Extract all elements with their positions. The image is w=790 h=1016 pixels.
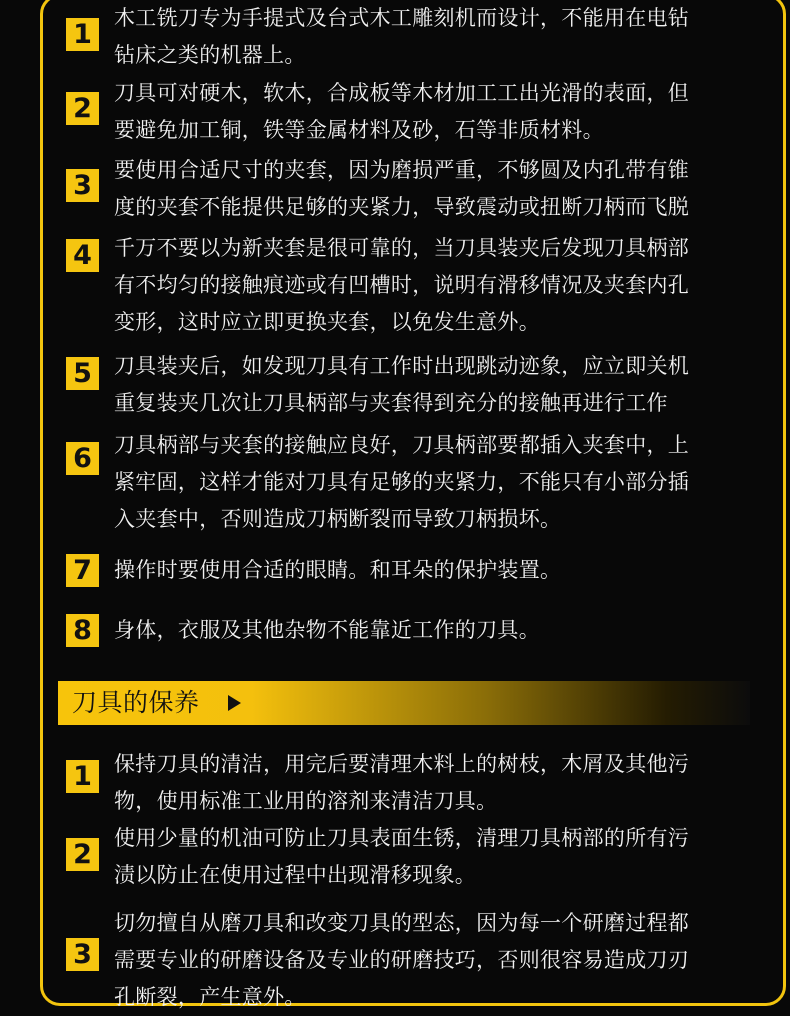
item-number-badge: 2 — [66, 92, 99, 125]
section-title: 刀具的保养 — [72, 688, 200, 717]
item-text: 切勿擅自从磨刀具和改变刀具的型态，因为每一个研磨过程都 需要专业的研磨设备及专业的研磨技巧，否则很容易造成刀刃 孔断裂，产生意外。 — [114, 911, 690, 1009]
item-text: 身体，衣服及其他杂物不能靠近工作的刀具。 — [114, 618, 540, 642]
item-number-badge: 3 — [66, 169, 99, 202]
item-text: 刀具装夹后，如发现刀具有工作时出现跳动迹象，应立即关机 重复装夹几次让刀具柄部与夹套得到充分的接触再进行工作 — [114, 354, 690, 415]
item-number-badge: 1 — [66, 18, 99, 51]
item-text: 要使用合适尺寸的夹套，因为磨损严重，不够圆及内孔带有锥 度的夹套不能提供足够的夹紧力，导致震动或扭断刀柄而飞脱 — [114, 158, 690, 219]
item-number-badge: 8 — [66, 614, 99, 647]
item-text: 保持刀具的清洁，用完后要清理木料上的树枝，木屑及其他污 物，使用标准工业用的溶剂来清洁刀具。 — [114, 752, 690, 813]
item-text: 千万不要以为新夹套是很可靠的，当刀具装夹后发现刀具柄部 有不均匀的接触痕迹或有凹槽时，说明有滑移情况及夹套内孔 变形，这时应立即更换夹套，以免发生意外。 — [114, 236, 690, 334]
section-header-maintenance — [58, 681, 750, 725]
item-text: 木工铣刀专为手提式及台式木工雕刻机而设计，不能用在电钻 钻床之类的机器上。 — [114, 6, 690, 67]
item-number-badge: 5 — [66, 357, 99, 390]
item-number-badge: 3 — [66, 938, 99, 971]
item-text: 使用少量的机油可防止刀具表面生锈，清理刀具柄部的所有污 渍以防止在使用过程中出现滑移现象。 — [114, 826, 690, 887]
item-number-badge: 1 — [66, 760, 99, 793]
triangle-arrow-icon — [228, 695, 241, 711]
item-text: 刀具可对硬木，软木，合成板等木材加工工出光滑的表面，但 要避免加工铜，铁等金属材料及砂，石等非质材料。 — [114, 81, 690, 142]
item-number-badge: 7 — [66, 554, 99, 587]
item-number-badge: 6 — [66, 442, 99, 475]
item-number-badge: 2 — [66, 838, 99, 871]
item-text: 操作时要使用合适的眼睛。和耳朵的保护装置。 — [114, 558, 562, 582]
item-text: 刀具柄部与夹套的接触应良好，刀具柄部要都插入夹套中，上 紧牢固，这样才能对刀具有足够的夹紧力，不能只有小部分插 入夹套中，否则造成刀柄断裂而导致刀柄损坏。 — [114, 433, 690, 531]
item-number-badge: 4 — [66, 239, 99, 272]
